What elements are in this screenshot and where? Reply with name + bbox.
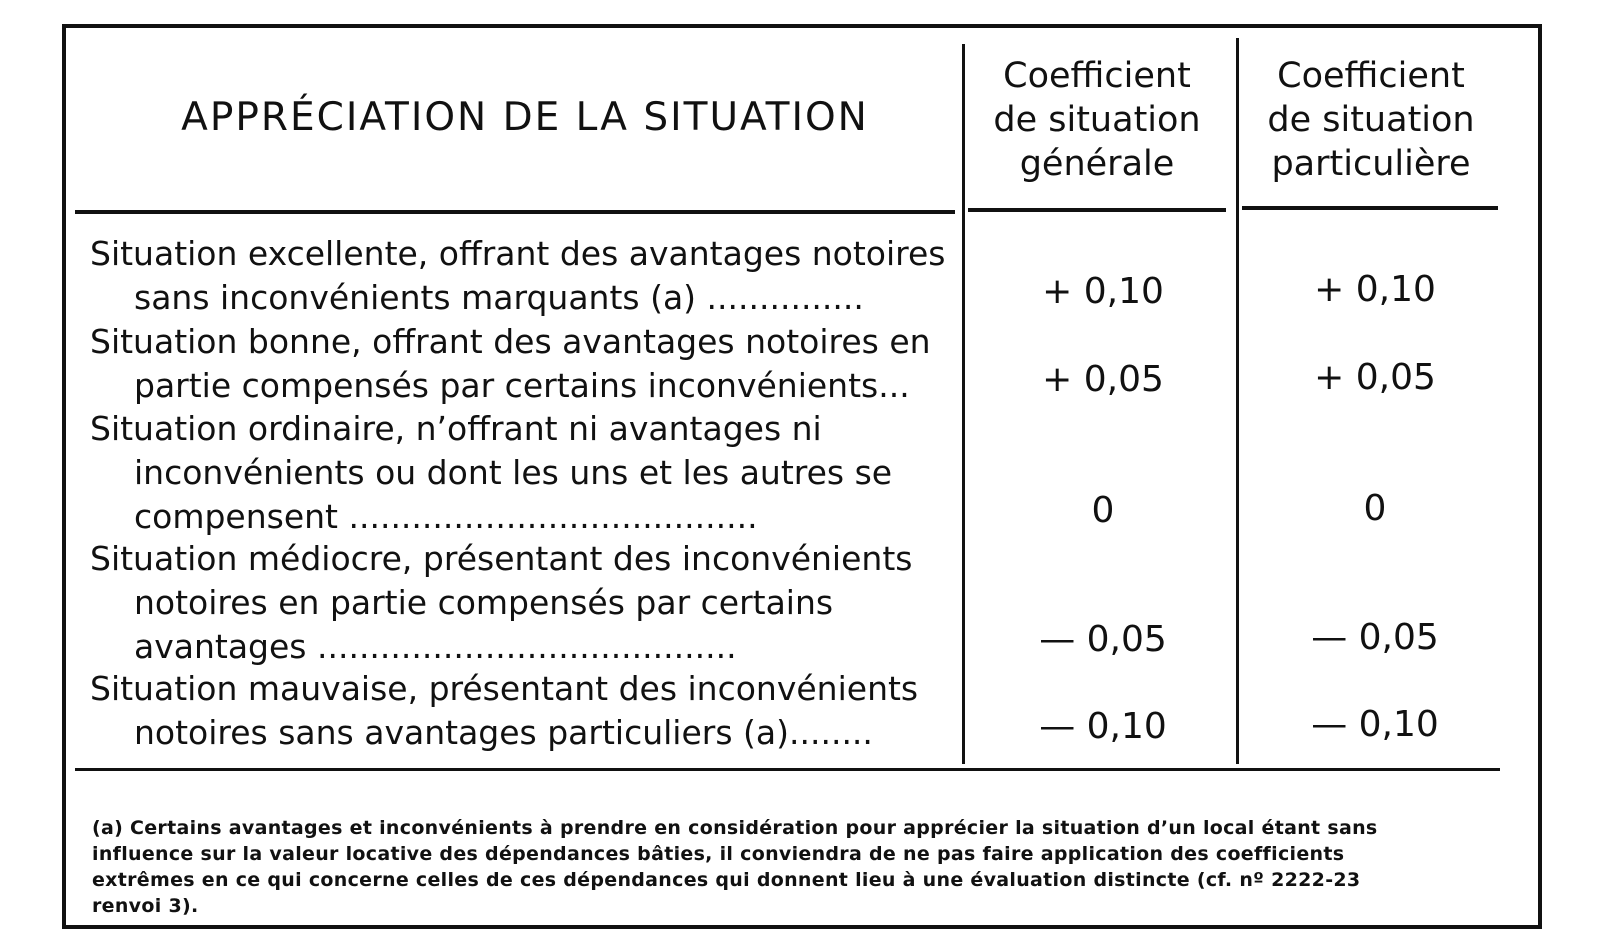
value-particuliere-mediocre: — 0,05 [1311, 617, 1439, 658]
row-label-line: partie compensés par certains inconvénients... [134, 366, 910, 405]
header-coef-generale: Coefficient de situation générale [993, 56, 1201, 184]
row-label-line: Situation ordinaire, n’offrant ni avantages ni [90, 409, 822, 448]
row-label-excellente [90, 232, 985, 320]
value-general-excellente: + 0,10 [1042, 271, 1164, 312]
value-particuliere-mauvaise: — 0,10 [1311, 704, 1439, 745]
value-particuliere-bonne: + 0,05 [1314, 357, 1436, 398]
row-label-line: sans inconvénients marquants (a) ............... [134, 278, 864, 317]
header-rule-general [968, 208, 1226, 212]
row-label-line: inconvénients ou dont les uns et les autres se [134, 453, 893, 492]
row-label-line: notoires en partie compensés par certains [134, 583, 834, 622]
value-general-ordinaire: 0 [1091, 490, 1115, 531]
row-label-line: Situation excellente, offrant des avantages notoires [90, 234, 946, 273]
row-label-line: avantages ........................................ [134, 627, 737, 666]
footnote-line: renvoi 3). [92, 895, 199, 917]
value-particuliere-ordinaire: 0 [1363, 488, 1387, 529]
footnote-line: (a) Certains avantages et inconvénients à prendre en considération pour apprécier la situation d’un local étant sans [92, 817, 1378, 839]
row-label-line: Situation bonne, offrant des avantages notoires en [90, 322, 931, 361]
value-particuliere-excellente: + 0,10 [1314, 269, 1436, 310]
row-label-line: notoires sans avantages particuliers (a)........ [134, 713, 873, 752]
footnote-line: influence sur la valeur locative des dépendances bâties, il conviendra de ne pas faire application des coefficients [92, 843, 1345, 865]
footnote-line: extrêmes en ce qui concerne celles de ces dépendances qui donnent lieu à une évaluation distincte (cf. nº 2222-23 [92, 869, 1361, 891]
header-coef-particuliere: Coefficient de situation particulière [1267, 56, 1475, 184]
row-label-line: Situation mauvaise, présentant des inconvénients [90, 669, 919, 708]
row-label-ordinaire [90, 407, 985, 539]
row-label-line: compensent ....................................... [134, 497, 758, 536]
row-label-bonne [90, 320, 985, 408]
footnote-rule [75, 768, 1500, 771]
value-general-mediocre: — 0,05 [1039, 619, 1167, 660]
value-general-mauvaise: — 0,10 [1039, 706, 1167, 747]
header-appreciation: APPRÉCIATION DE LA SITUATION [181, 95, 869, 140]
footnote [92, 815, 1532, 919]
row-label-mediocre [90, 537, 985, 669]
row-label-mauvaise [90, 667, 985, 755]
value-general-bonne: + 0,05 [1042, 359, 1164, 400]
row-label-line: Situation médiocre, présentant des inconvénients [90, 539, 913, 578]
header-rule-main [75, 210, 955, 214]
header-rule-particuliere [1242, 206, 1498, 210]
